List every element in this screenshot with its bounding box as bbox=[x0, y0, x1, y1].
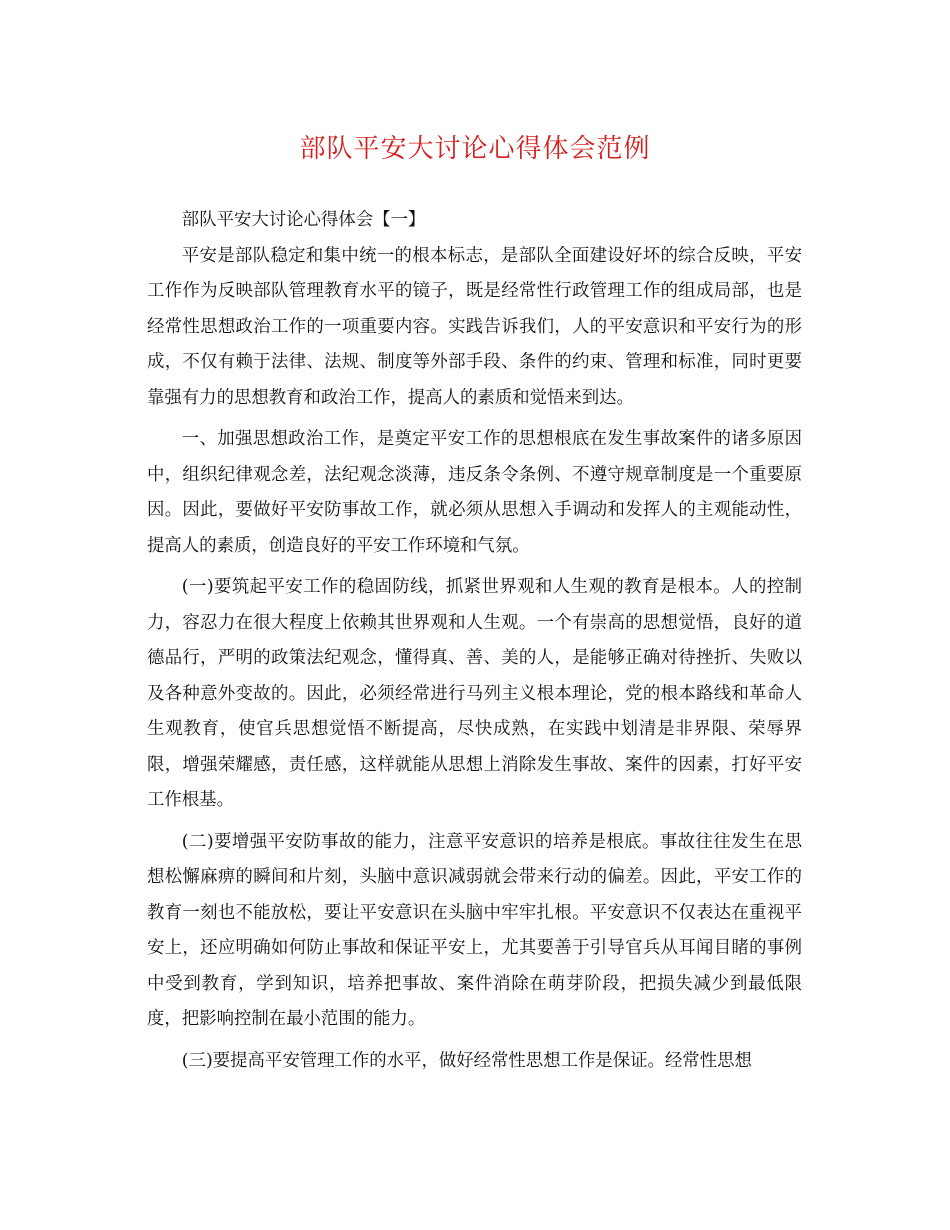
section-heading: 部队平安大讨论心得体会【一】 bbox=[181, 210, 426, 230]
paragraph-point-one: 一、加强思想政治工作，是奠定平安工作的思想根底在发生事故案件的诸多原因中，组织纪律观念差，法纪观念淡薄，违反条令条例、不遵守规章制度是一个重要原因。因此，要做好平安防事故工作，就必须从思想入手调动和发挥人的主观能动性，提高人的素质，创造良好的平安工作环境和气氛。 bbox=[147, 429, 802, 556]
document-body bbox=[147, 203, 802, 1079]
paragraph-subpoint-3: (三)要提高平安管理工作的水平，做好经常性思想工作是保证。经常性思想 bbox=[181, 1050, 752, 1071]
paragraph-subpoint-1: (一)要筑起平安工作的稳固防线，抓紧世界观和人生观的教育是根本。人的控制力，容忍力在很大程度上依赖其世界观和人生观。一个有崇高的思想觉悟，良好的道德品行，严明的政策法纪观念，懂得真、善、美的人，是能够正确对待挫折、失败以及各种意外变故的。因此，必须经常进行马列主义根本理论，党的根本路线和革命人生观教育，使官兵思想觉悟不断提高，尽快成熟，在实践中划清是非界限、荣辱界限，增强荣耀感，责任感，这样就能从思想上消除发生事故、案件的因素，打好平安工作根基。 bbox=[147, 577, 802, 810]
paragraph-subpoint-2: (二)要增强平安防事故的能力，注意平安意识的培养是根底。事故往往发生在思想松懈麻痹的瞬间和片刻，头脑中意识减弱就会带来行动的偏差。因此，平安工作的教育一刻也不能放松，要让平安意识在头脑中牢牢扎根。平安意识不仅表达在重视平安上，还应明确如何防止事故和保证平安上，尤其要善于引导官兵从耳闻目睹的事例中受到教育，学到知识，培养把事故、案件消除在萌芽阶段，把损失减少到最低限度，把影响控制在最小范围的能力。 bbox=[147, 831, 802, 1029]
paragraph-intro: 平安是部队稳定和集中统一的根本标志，是部队全面建设好坏的综合反映，平安工作作为反映部队管理教育水平的镜子，既是经常性行政管理工作的组成局部，也是经常性思想政治工作的一项重要内容。实践告诉我们，人的平安意识和平安行为的形成，不仅有赖于法律、法规、制度等外部手段、条件的约束、管理和标准，同时更要靠强有力的思想教育和政治工作，提高人的素质和觉悟来到达。 bbox=[147, 245, 802, 408]
document-title: 部队平安大讨论心得体会范例 bbox=[299, 134, 651, 164]
